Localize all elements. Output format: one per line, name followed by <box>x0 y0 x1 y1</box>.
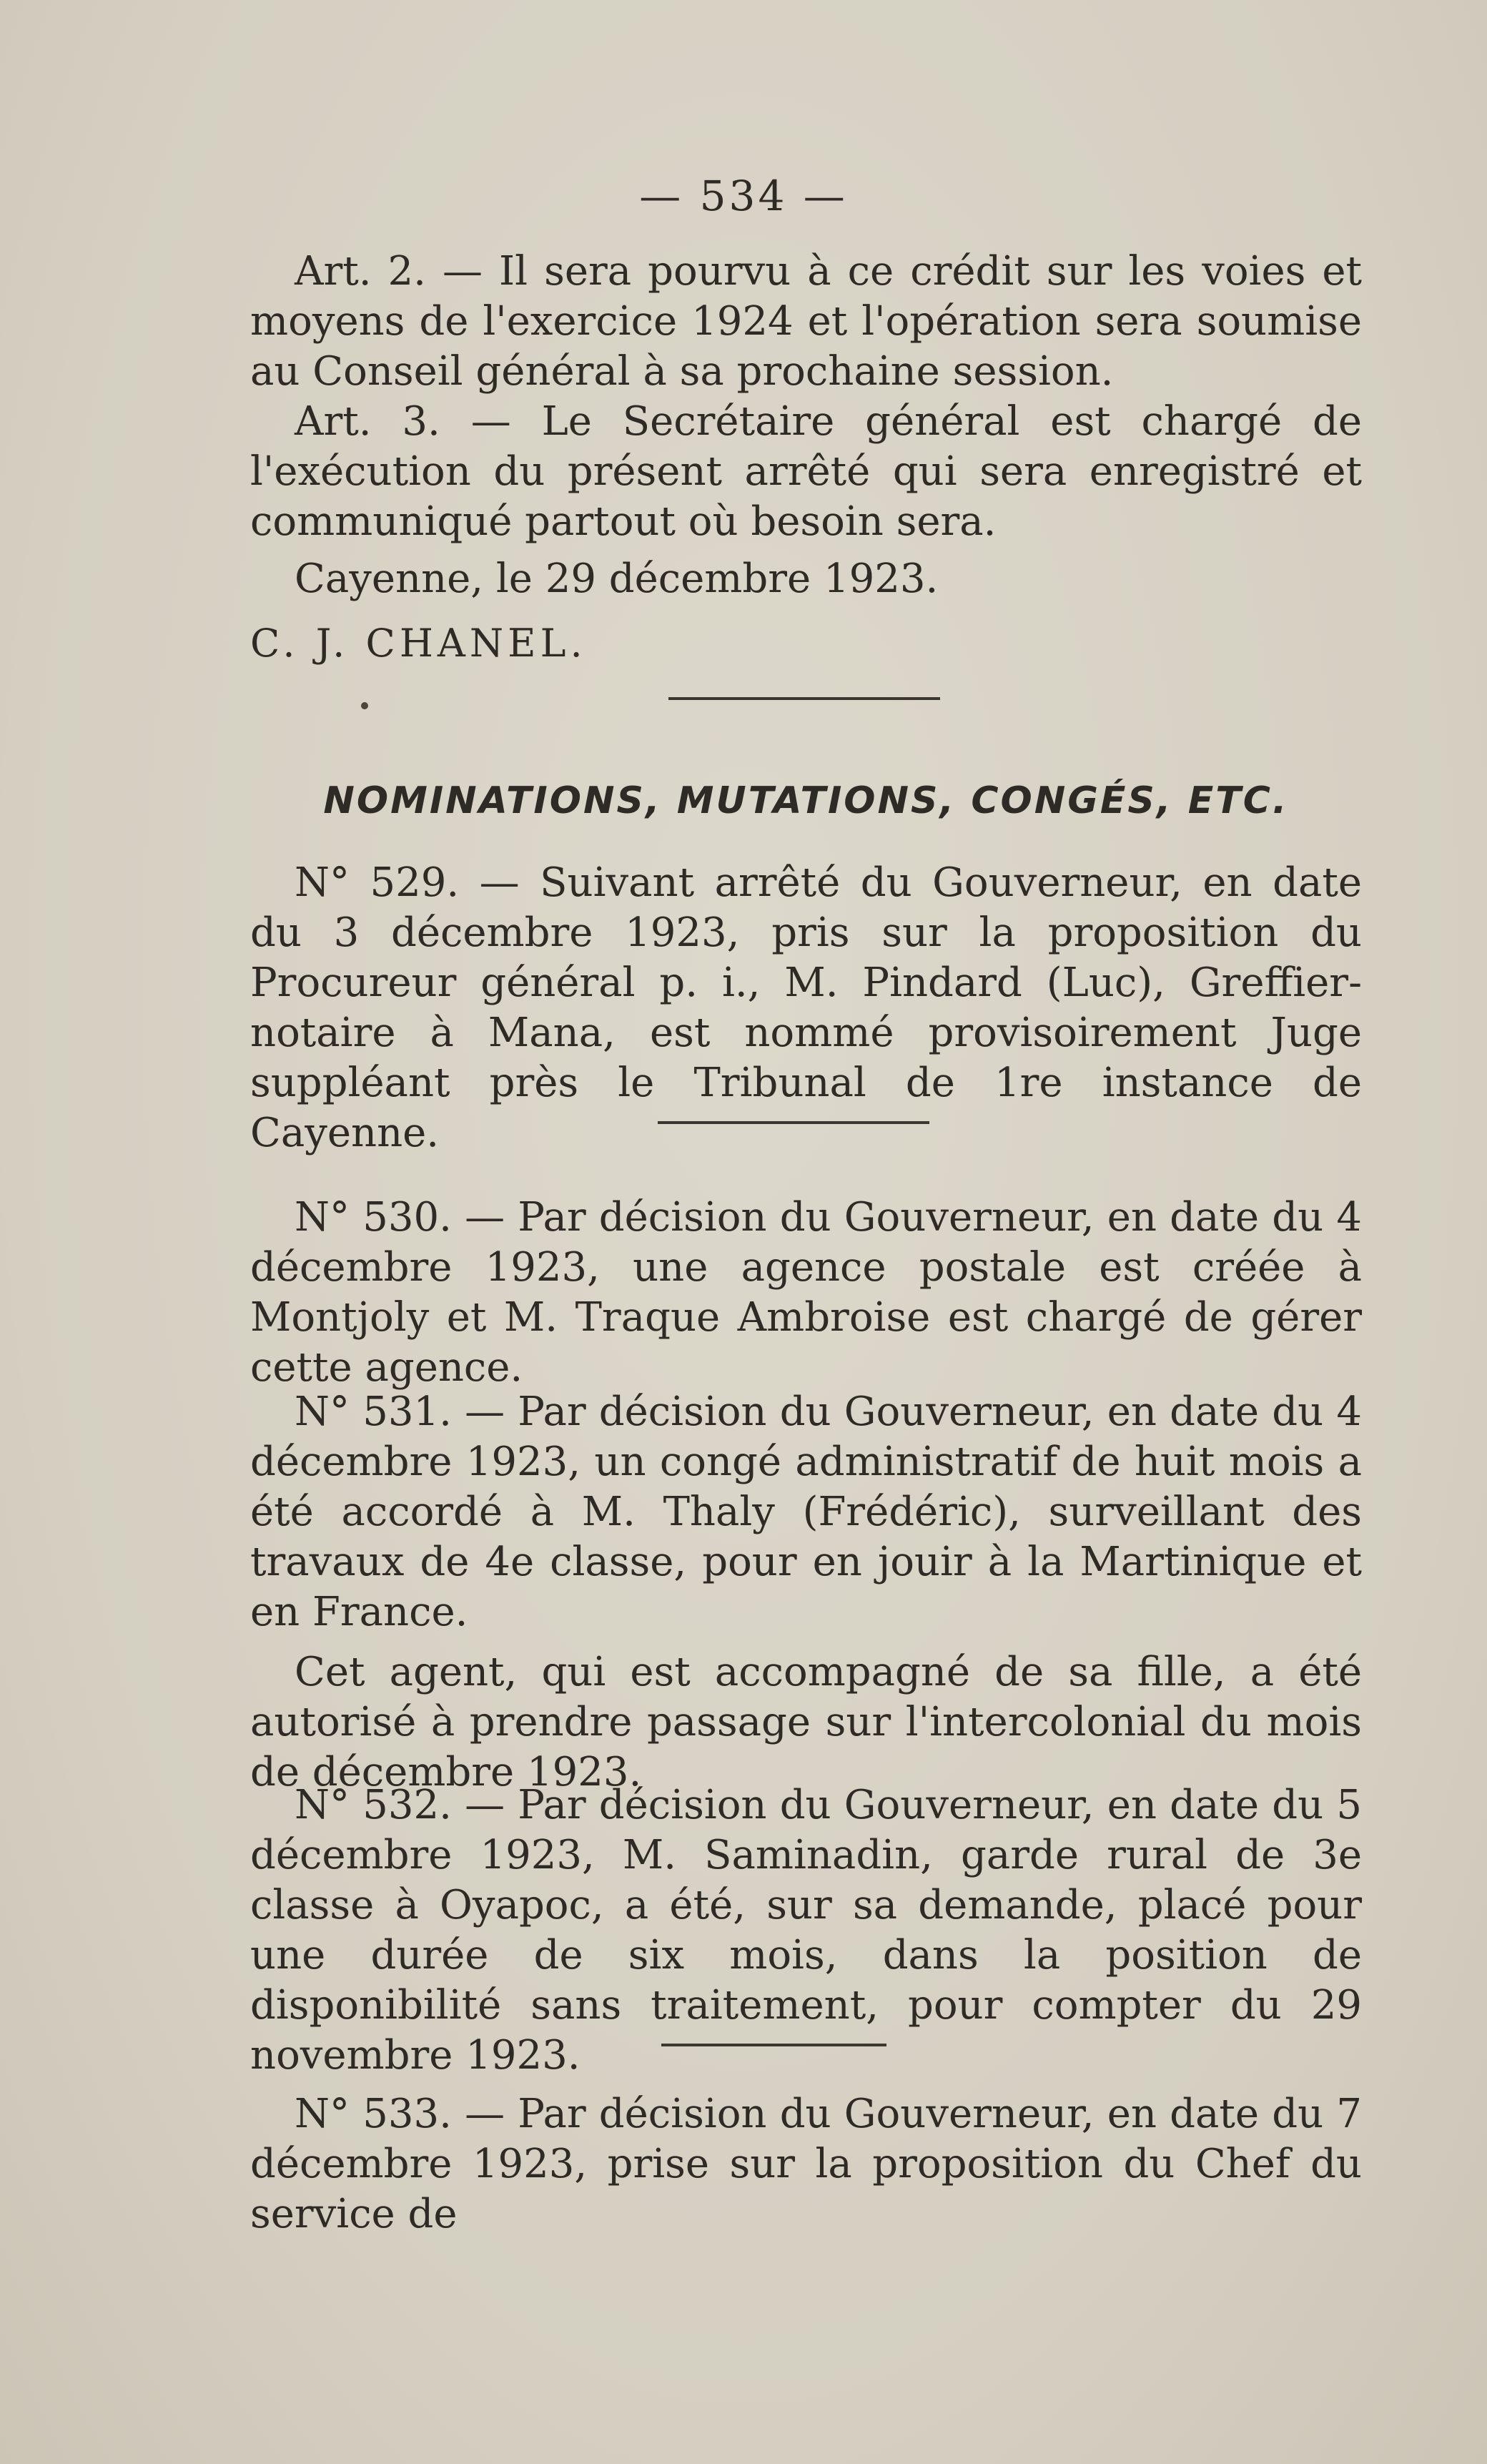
signature: C. J. CHANEL. <box>250 621 587 666</box>
section-heading: NOMINATIONS, MUTATIONS, CONGÉS, ETC. <box>323 779 1289 822</box>
article-3: Art. 3. — Le Secrétaire général est chargé de l'exécution du présent arrêté qui sera enregistré et communiqué partout où besoin sera. <box>250 398 1362 545</box>
entry-paragraph: N° 529. — Suivant arrêté du Gouverneur, en date du 3 décembre 1923, pris sur la proposition du Procureur général p. i., M. Pindard (Luc), Greffier-notaire à Mana, est nommé provisoirement Juge suppléant près le Tribunal de 1re instance de Cayenne. <box>250 859 1362 1156</box>
entry-paragraph: N° 532. — Par décision du Gouverneur, en date du 5 décembre 1923, M. Saminadin, garde rural de 3e classe à Oyapoc, a été, sur sa demande, placé pour une durée de six mois, dans la position de disponibilité sans traitement, pour compter du 29 novembre 1923. <box>250 1782 1362 2079</box>
place-date: Cayenne, le 29 décembre 1923. <box>295 556 939 602</box>
entry-paragraph: N° 530. — Par décision du Gouverneur, en date du 4 décembre 1923, une agence postale est créée à Montjoly et M. Traque Ambroise est chargé de gérer cette agence. <box>250 1194 1362 1391</box>
entry-531 <box>250 1387 1362 1798</box>
entry-530 <box>250 1193 1362 1393</box>
entry-529 <box>250 858 1362 1158</box>
entry-533 <box>250 2089 1362 2239</box>
divider <box>661 2044 886 2046</box>
entry-532 <box>250 1780 1362 2081</box>
article-2: Art. 2. — Il sera pourvu à ce crédit sur les voies et moyens de l'exercice 1924 et l'opération sera soumise au Conseil général à sa prochaine session. <box>250 248 1362 395</box>
entry-paragraph: N° 533. — Par décision du Gouverneur, en date du 7 décembre 1923, prise sur la proposition du Chef du service de <box>250 2091 1362 2237</box>
entry-paragraph: N° 531. — Par décision du Gouverneur, en date du 4 décembre 1923, un congé administratif de huit mois a été accordé à M. Thaly (Frédéric), surveillant des travaux de 4e classe, pour en jouir à la Martinique et en France. <box>250 1389 1362 1635</box>
decree-continuation <box>250 247 1362 669</box>
entry-paragraph: Cet agent, qui est accompagné de sa fille, a été autorisé à prendre passage sur l'intercolonial du mois de décembre 1923. <box>250 1649 1362 1795</box>
divider <box>658 1121 929 1124</box>
divider <box>668 697 940 700</box>
page-number: — 534 — <box>639 172 848 220</box>
ink-speck <box>361 702 368 709</box>
